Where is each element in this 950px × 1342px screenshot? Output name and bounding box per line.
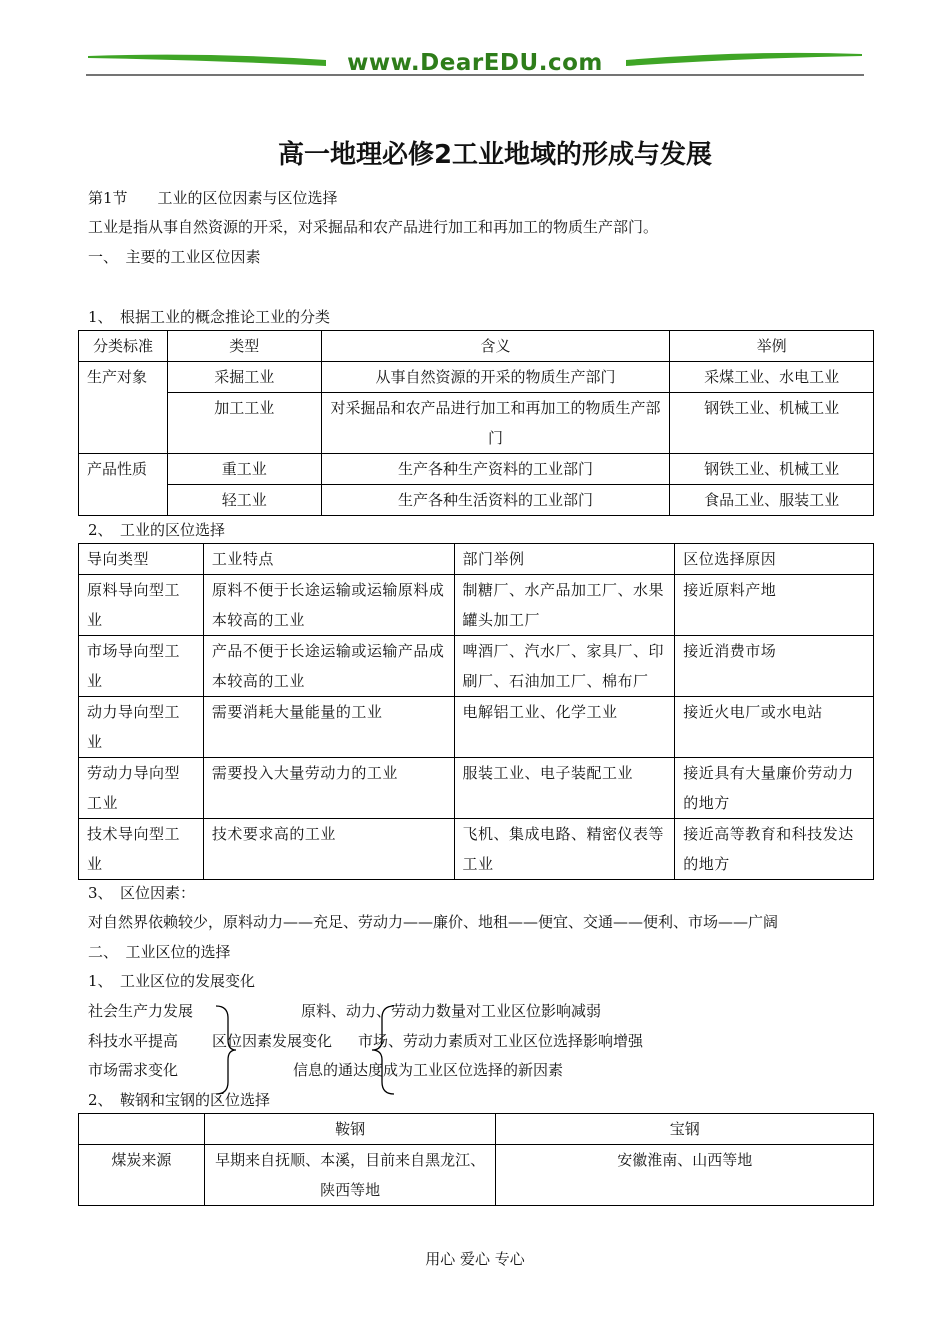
- question-two: 2、 工业的区位选择: [88, 521, 226, 539]
- header-cell: 含义: [321, 331, 670, 362]
- header-cell: 工业特点: [203, 544, 454, 575]
- example-cell: 钢铁工业、机械工业: [670, 454, 874, 485]
- section-heading: 第1节 工业的区位因素与区位选择: [88, 189, 338, 207]
- kind-cell: 市场导向型工业: [79, 636, 204, 697]
- reason-cell: 接近高等教育和科技发达的地方: [675, 819, 874, 880]
- classification-table: [78, 330, 874, 516]
- definition-text: 工业是指从事自然资源的开采，对采掘品和农产品进行加工和再加工的物质生产部门。: [88, 218, 659, 236]
- feature-cell: 技术要求高的工业: [203, 819, 454, 880]
- kind-cell: 技术导向型工业: [79, 819, 204, 880]
- question-three: 3、 区位因素：: [88, 884, 196, 902]
- header-cell: 导向类型: [79, 544, 204, 575]
- factors-text: 对自然界依赖较少，原料动力——充足、劳动力——廉价、地租——便宜、交通——便利、市场——广阔: [88, 913, 779, 931]
- anshan-cell: 早期来自抚顺、本溪，目前来自黑龙江、陕西等地: [204, 1145, 496, 1206]
- meaning-cell: 生产各种生活资料的工业部门: [321, 485, 670, 516]
- feature-cell: 产品不便于长途运输或运输产品成本较高的工业: [203, 636, 454, 697]
- header-cell: 鞍钢: [204, 1114, 496, 1145]
- question-one: 1、 根据工业的概念推论工业的分类: [88, 308, 331, 326]
- steel-comparison-table: [78, 1113, 874, 1206]
- examples-cell: 电解铝工业、化学工业: [454, 697, 675, 758]
- diagram-right-item: 市场、劳动力素质对工业区位选择影响增强: [358, 1032, 644, 1050]
- examples-cell: 啤酒厂、汽水厂、家具厂、印刷厂、石油加工厂、棉布厂: [454, 636, 675, 697]
- header-cell: 区位选择原因: [675, 544, 874, 575]
- feature-cell: 需要消耗大量能量的工业: [203, 697, 454, 758]
- example-cell: 采煤工业、水电工业: [670, 362, 874, 393]
- diagram-left-item: 社会生产力发展: [88, 1002, 194, 1020]
- type-cell: 采掘工业: [167, 362, 321, 393]
- site-header: [86, 44, 864, 80]
- reason-cell: 接近火电厂或水电站: [675, 697, 874, 758]
- baosteel-cell: 安徽淮南、山西等地: [496, 1145, 874, 1206]
- header-cell: 类型: [167, 331, 321, 362]
- kind-cell: 原料导向型工业: [79, 575, 204, 636]
- part-two-heading: 二、 工业区位的选择: [88, 943, 231, 961]
- kind-cell: 劳动力导向型工业: [79, 758, 204, 819]
- type-cell: 加工工业: [167, 393, 321, 454]
- meaning-cell: 从事自然资源的开采的物质生产部门: [321, 362, 670, 393]
- site-logo-text: www.DearEDU.com: [347, 50, 603, 76]
- type-cell: 重工业: [167, 454, 321, 485]
- type-cell: 轻工业: [167, 485, 321, 516]
- row-label-cell: 煤炭来源: [79, 1145, 205, 1206]
- reason-cell: 接近具有大量廉价劳动力的地方: [675, 758, 874, 819]
- diagram-right-item: 信息的通达度成为工业区位选择的新因素: [293, 1061, 564, 1079]
- examples-cell: 制糖厂、水产品加工厂、水果罐头加工厂: [454, 575, 675, 636]
- feature-cell: 需要投入大量劳动力的工业: [203, 758, 454, 819]
- diagram-left-item: 科技水平提高: [88, 1032, 179, 1050]
- question-four: 1、 工业区位的发展变化: [88, 972, 256, 990]
- header-cell: [79, 1114, 205, 1145]
- kind-cell: 动力导向型工业: [79, 697, 204, 758]
- location-choice-table: [78, 543, 874, 880]
- page-footer: 用心 爱心 专心: [425, 1250, 525, 1268]
- reason-cell: 接近原料产地: [675, 575, 874, 636]
- examples-cell: 服装工业、电子装配工业: [454, 758, 675, 819]
- page-title: 高一地理必修2工业地域的形成与发展: [277, 140, 713, 170]
- examples-cell: 飞机、集成电路、精密仪表等工业: [454, 819, 675, 880]
- group-cell: 生产对象: [79, 362, 168, 454]
- header-cell: 分类标准: [79, 331, 168, 362]
- feature-cell: 原料不便于长途运输或运输原料成本较高的工业: [203, 575, 454, 636]
- example-cell: 食品工业、服装工业: [670, 485, 874, 516]
- header-cell: 举例: [670, 331, 874, 362]
- diagram-middle: 区位因素发展变化: [212, 1032, 333, 1050]
- header-cell: 部门举例: [454, 544, 675, 575]
- example-cell: 钢铁工业、机械工业: [670, 393, 874, 454]
- meaning-cell: 对采掘品和农产品进行加工和再加工的物质生产部门: [321, 393, 670, 454]
- reason-cell: 接近消费市场: [675, 636, 874, 697]
- part-one-heading: 一、 主要的工业区位因素: [88, 248, 261, 266]
- group-cell: 产品性质: [79, 454, 168, 516]
- header-cell: 宝钢: [496, 1114, 874, 1145]
- diagram-right-item: 原料、动力、劳动力数量对工业区位影响减弱: [301, 1002, 602, 1020]
- diagram-left-item: 市场需求变化: [88, 1061, 179, 1079]
- question-five: 2、 鞍钢和宝钢的区位选择: [88, 1091, 271, 1109]
- meaning-cell: 生产各种生产资料的工业部门: [321, 454, 670, 485]
